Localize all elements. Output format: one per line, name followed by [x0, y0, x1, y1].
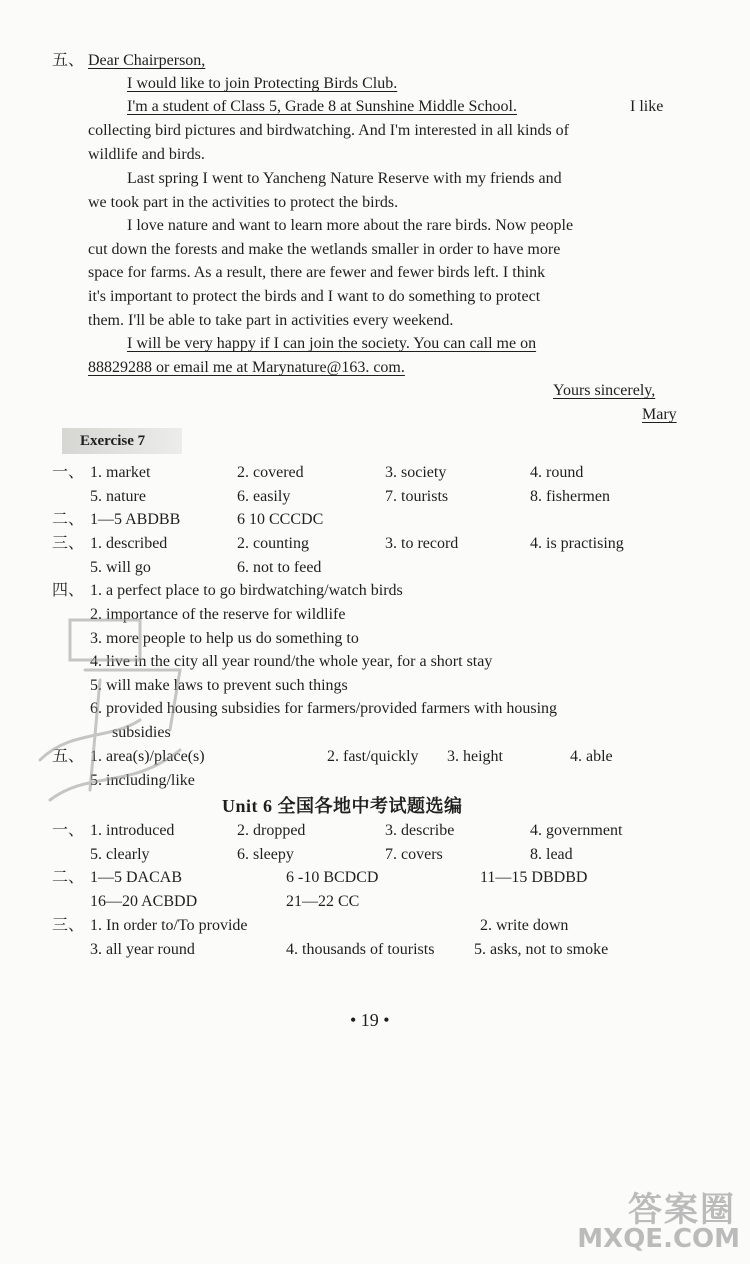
answer-item: 4. thousands of tourists: [286, 941, 435, 958]
answer-item: 2. importance of the reserve for wildlife: [90, 606, 346, 623]
page-number: • 19 •: [350, 1010, 390, 1030]
letter-closing: Yours sincerely,: [553, 382, 656, 399]
answer-item: 2. fast/quickly: [327, 748, 419, 765]
section-label-3: 三、: [52, 917, 85, 934]
letter-line: I like: [630, 98, 664, 115]
answer-item: 8. fishermen: [530, 488, 610, 505]
answer-item: 3. society: [385, 464, 447, 481]
answer-item: 6. not to feed: [237, 559, 322, 576]
answer-item: 11—15 DBDBD: [480, 869, 588, 886]
answer-item: 1. area(s)/place(s): [90, 748, 205, 765]
answer-item: subsidies: [112, 724, 171, 741]
letter-line: Last spring I went to Yancheng Nature Reserve with my friends and: [127, 170, 562, 187]
section-label-1: 一、: [52, 464, 85, 481]
answer-item: 5. nature: [90, 488, 146, 505]
answer-item: 1. In order to/To provide: [90, 917, 248, 934]
letter-line: them. I'll be able to take part in activities every weekend.: [88, 312, 454, 329]
answer-item: 4. live in the city all year round/the whole year, for a short stay: [90, 653, 493, 670]
letter-line: we took part in the activities to protect the birds.: [88, 194, 399, 211]
answer-item: 3. describe: [385, 822, 455, 839]
answer-item: 3. more people to help us do something to: [90, 630, 359, 647]
answer-item: 16—20 ACBDD: [90, 893, 198, 910]
letter-greeting: Dear Chairperson,: [88, 52, 206, 69]
answer-item: 5. will make laws to prevent such things: [90, 677, 348, 694]
answer-item: 4. round: [530, 464, 584, 481]
letter-line: wildlife and birds.: [88, 146, 205, 163]
letter-line: 88829288 or email me at Marynature@163. com.: [88, 359, 405, 376]
section-label-5: 五、: [52, 748, 85, 765]
watermark-logo: [568, 1182, 744, 1256]
answer-item: 5. clearly: [90, 846, 150, 863]
answer-item: 2. write down: [480, 917, 569, 934]
letter-line: collecting bird pictures and birdwatching. And I'm interested in all kinds of: [88, 122, 569, 139]
answer-item: 4. is practising: [530, 535, 624, 552]
answer-item: 5. including/like: [90, 772, 195, 789]
exercise-7-title: Exercise 7: [62, 428, 182, 454]
answer-item: 2. counting: [237, 535, 309, 552]
section-label-5: 五、: [52, 52, 85, 69]
section-label-2: 二、: [52, 869, 85, 886]
letter-line: I love nature and want to learn more about the rare birds. Now people: [127, 217, 574, 234]
letter-line: I would like to join Protecting Birds Club.: [127, 75, 398, 92]
letter-line: cut down the forests and make the wetlands smaller in order to have more: [88, 241, 561, 258]
unit-6-title: Unit 6 全国各地中考试题选编: [222, 796, 463, 816]
answer-item: 1. described: [90, 535, 168, 552]
answer-item: 6. sleepy: [237, 846, 294, 863]
answer-item: 3. to record: [385, 535, 459, 552]
section-label-3: 三、: [52, 535, 85, 552]
answer-item: 3. all year round: [90, 941, 195, 958]
answer-item: 6. easily: [237, 488, 291, 505]
letter-line: I'm a student of Class 5, Grade 8 at Sunshine Middle School.: [127, 98, 517, 115]
answer-item: 6. provided housing subsidies for farmers/provided farmers with housing: [90, 700, 558, 717]
answer-item: 6 10 CCCDC: [237, 511, 324, 528]
letter-signature: Mary: [642, 406, 677, 423]
answer-item: 5. will go: [90, 559, 151, 576]
answer-item: 1. market: [90, 464, 151, 481]
section-label-1: 一、: [52, 822, 85, 839]
answer-item: 7. tourists: [385, 488, 449, 505]
section-label-2: 二、: [52, 511, 85, 528]
answer-item: 2. covered: [237, 464, 304, 481]
section-label-4: 四、: [52, 582, 85, 599]
stamp-mark-icon: [30, 600, 200, 820]
answer-item: 4. government: [530, 822, 623, 839]
answer-item: 1—5 ABDBB: [90, 511, 181, 528]
answer-item: 1. a perfect place to go birdwatching/watch birds: [90, 582, 403, 599]
answer-item: 7. covers: [385, 846, 443, 863]
answer-item: 5. asks, not to smoke: [474, 941, 609, 958]
watermark-cn: 答案圈: [628, 1190, 736, 1230]
answer-item: 4. able: [570, 748, 613, 765]
answer-item: 1—5 DACAB: [90, 869, 183, 886]
letter-line: I will be very happy if I can join the society. You can call me on: [127, 335, 537, 352]
answer-item: 1. introduced: [90, 822, 175, 839]
answer-item: 8. lead: [530, 846, 573, 863]
letter-line: space for farms. As a result, there are fewer and fewer birds left. I think: [88, 264, 546, 281]
answer-item: 3. height: [447, 748, 503, 765]
answer-item: 6 -10 BCDCD: [286, 869, 379, 886]
letter-line: it's important to protect the birds and I want to do something to protect: [88, 288, 541, 305]
answer-item: 2. dropped: [237, 822, 306, 839]
watermark-en: MXQE.COM: [577, 1224, 740, 1254]
answer-item: 21—22 CC: [286, 893, 360, 910]
